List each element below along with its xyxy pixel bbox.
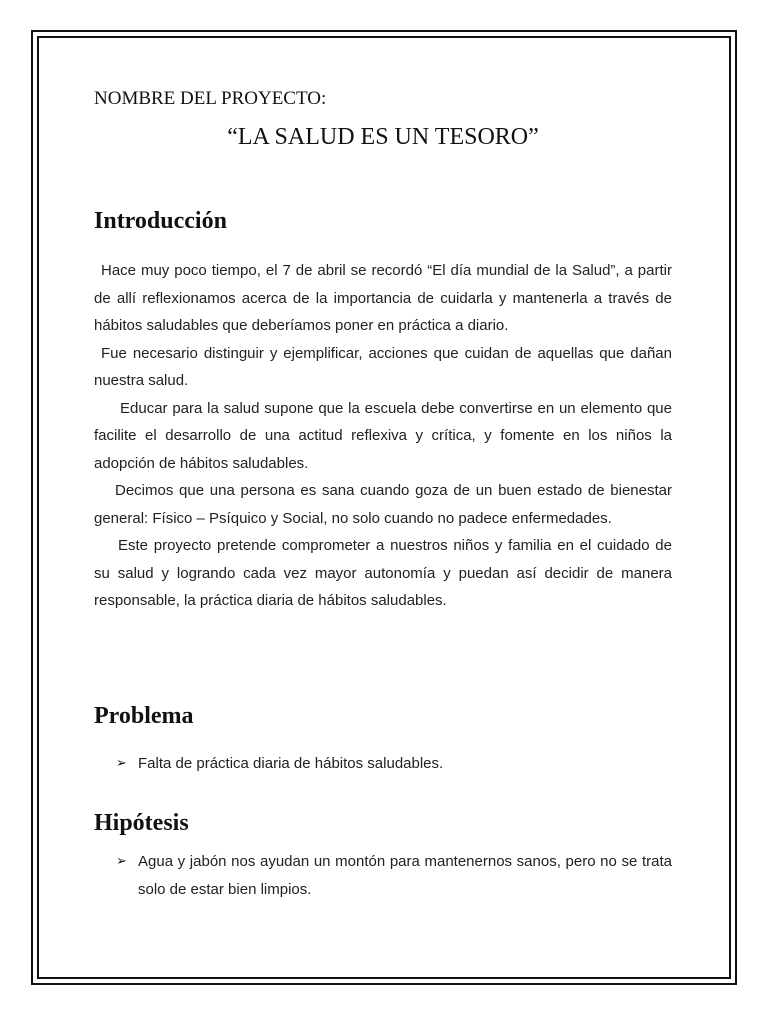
arrowhead-bullet-icon: ➢	[116, 854, 127, 869]
intro-paragraph-2: Fue necesario distinguir y ejemplificar, acciones que cuidan de aquellas que dañan nuestra salud.	[94, 344, 672, 389]
intro-paragraph-3: Educar para la salud supone que la escuela debe convertirse en un elemento que facilite el desarrollo de una actitud reflexiva y crítica, y fomente en los niños la adopción de hábitos saludables.	[94, 399, 672, 472]
intro-paragraph-1: Hace muy poco tiempo, el 7 de abril se recordó “El día mundial de la Salud”, a partir de allí reflexionamos acerca de la importancia de cuidarla y mantenerla a través de hábitos saludables que deberíamos poner en práctica a diario.	[94, 262, 672, 334]
introduccion-text	[94, 257, 672, 615]
problema-bullet-text: Falta de práctica diaria de hábitos saludables.	[138, 755, 444, 772]
project-title: “LA SALUD ES UN TESORO”	[227, 124, 539, 150]
hipotesis-bullet-text: Agua y jabón nos ayudan un montón para mantenernos sanos, pero no se trata solo de estar bien limpios.	[138, 853, 672, 898]
arrowhead-bullet-icon: ➢	[116, 756, 127, 771]
project-label: NOMBRE DEL PROYECTO:	[94, 88, 327, 109]
hipotesis-list-item	[116, 848, 672, 904]
intro-paragraph-4: Decimos que una persona es sana cuando goza de un buen estado de bienestar general: Físico – Psíquico y Social, no solo cuando no padece enfermedades.	[94, 482, 672, 527]
heading-hipotesis: Hipótesis	[94, 810, 189, 836]
problema-list-item	[116, 750, 672, 778]
heading-introduccion: Introducción	[94, 208, 227, 234]
intro-paragraph-5: Este proyecto pretende comprometer a nuestros niños y familia en el cuidado de su salud y logrando cada vez mayor autonomía y puedan así decidir de manera responsable, la práctica diaria de hábitos saludables.	[94, 537, 672, 609]
heading-problema: Problema	[94, 703, 194, 729]
